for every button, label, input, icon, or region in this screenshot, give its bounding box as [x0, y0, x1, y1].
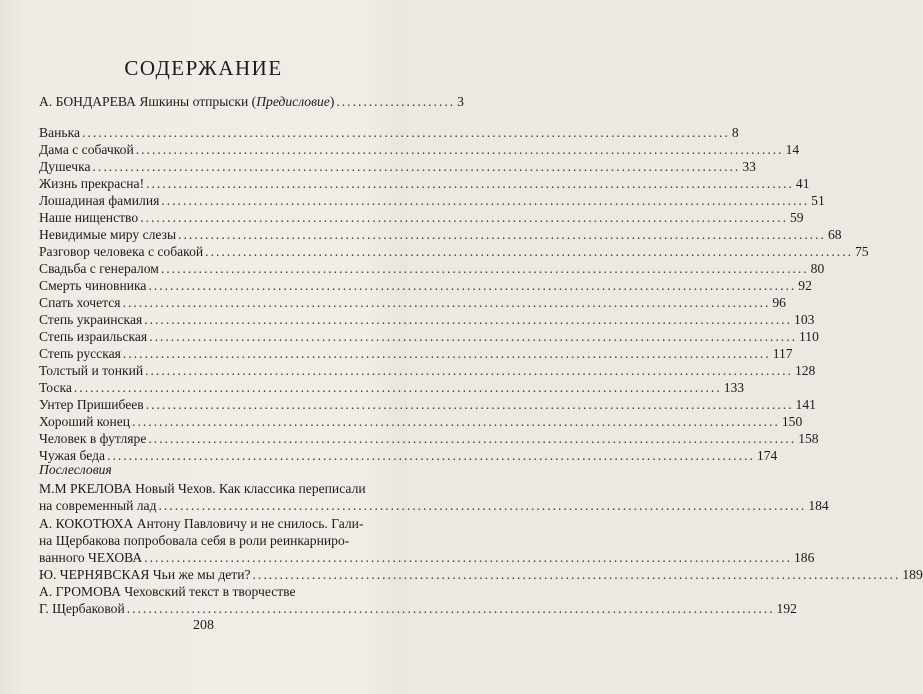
entry-title-cont: ванного ЧЕХОВА — [39, 550, 143, 565]
entry-title: Смерть чиновника — [39, 278, 147, 293]
toc-entry-preface: А. БОНДАРЕВА Яшкины отпрыски (Предисловие) ...................... 3 — [39, 94, 464, 109]
entry-title-cont: Г. Щербаковой — [39, 601, 125, 616]
leader-dots: ........................................................................................................................ — [178, 227, 826, 242]
toc-entry — [39, 260, 825, 277]
page-number: 3 — [457, 94, 464, 109]
leader-dots: ........................................................................................................................ — [144, 550, 792, 565]
page-number: 189 — [902, 567, 923, 582]
leader-dots: ........................................................................................................................ — [135, 142, 784, 157]
leader-dots: ........................................................................................................................ — [205, 244, 853, 259]
entry-title: Унтер Пришибеев — [39, 397, 144, 412]
page-number: 8 — [731, 125, 739, 140]
page-number: 192 — [776, 601, 797, 616]
page-number: 103 — [794, 312, 815, 327]
page-number: 68 — [827, 227, 842, 242]
page-number: 133 — [723, 380, 745, 395]
afterword-entry — [39, 480, 829, 514]
entry-title: Невидимые миру слезы — [39, 227, 177, 242]
page-number: 92 — [798, 278, 812, 293]
entry-title-cont: на современный лад — [39, 498, 157, 513]
entry-title: Душечка — [39, 159, 91, 174]
afterword-entry — [39, 515, 815, 566]
entry-title: Разговор человека с собакой — [39, 244, 204, 259]
entry-title: Лошадиная фамилия — [39, 193, 160, 208]
entry-title: Степь украинская — [39, 312, 143, 327]
preface-note: Предисловие — [256, 94, 330, 109]
entry-title: Наше нищенство — [39, 210, 139, 225]
page-number: 59 — [790, 210, 804, 225]
leader-dots: ........................................................................................................................ — [73, 380, 722, 395]
leader-dots: ........................................................................................................................ — [149, 329, 797, 344]
toc-entry — [39, 175, 810, 192]
entry-title: Дама с собачкой — [39, 142, 134, 157]
page-number: 150 — [781, 414, 803, 429]
leader-dots: ........................................................................................................................ — [158, 498, 807, 513]
leader-dots: ...................... — [336, 94, 456, 109]
page-number: 184 — [808, 498, 829, 513]
toc-entry — [39, 243, 869, 260]
page-number: 117 — [772, 346, 793, 361]
leader-dots: ........................................................................................................................ — [132, 414, 780, 429]
leader-dots: ........................................................................................................................ — [82, 125, 730, 140]
page-number: 141 — [795, 397, 816, 412]
leader-dots: ........................................................................................................................ — [126, 601, 775, 616]
toc-entry — [39, 345, 793, 362]
section-heading-afterwords: Послесловия — [39, 462, 112, 477]
page-number: 128 — [794, 363, 816, 378]
leader-dots: ........................................................................................................................ — [146, 176, 794, 191]
toc-entry — [39, 294, 786, 311]
entry-title: Толстый и тонкий — [39, 363, 144, 378]
leader-dots: ........................................................................................................................ — [252, 567, 901, 582]
entry-title: Хороший конец — [39, 414, 131, 429]
page-number: 51 — [811, 193, 825, 208]
page-title: СОДЕРЖАНИЕ — [124, 56, 283, 80]
leader-dots: ........................................................................................................................ — [144, 312, 793, 327]
entry-title: М.М РКЕЛОВА Новый Чехов. Как классика переписали — [39, 481, 366, 496]
toc-entry — [39, 311, 815, 328]
toc-entry — [39, 141, 800, 158]
leader-dots: ........................................................................................................................ — [92, 159, 741, 174]
toc-entry — [39, 124, 739, 141]
page-number: 174 — [756, 448, 778, 463]
toc-entry — [39, 379, 745, 396]
leader-dots: ........................................................................................................................ — [122, 346, 771, 361]
toc-entry — [39, 192, 825, 209]
toc-entry — [39, 328, 819, 345]
entry-title: Чужая беда — [39, 448, 106, 463]
toc-entry — [39, 430, 819, 447]
entry-title: Ю. ЧЕРНЯВСКАЯ Чьи же мы дети? — [39, 567, 251, 582]
leader-dots: ........................................................................................................................ — [145, 397, 794, 412]
page-number: 186 — [793, 550, 815, 565]
page-number: 96 — [772, 295, 786, 310]
preface-text: Яшкины отпрыски — [139, 94, 249, 109]
leader-dots: ........................................................................................................................ — [148, 278, 797, 293]
entry-title: А. КОКОТЮХА Антону Павловичу и не снилось. Гали- — [39, 516, 364, 531]
page-folio-number: 208 — [193, 618, 214, 633]
entry-title: Степь русская — [39, 346, 121, 361]
toc-entry — [39, 277, 812, 294]
page-number: 80 — [810, 261, 825, 276]
toc-entry — [39, 396, 816, 413]
entry-title: Жизнь прекрасна! — [39, 176, 145, 191]
page-number: 33 — [742, 159, 756, 174]
toc-entry — [39, 226, 842, 243]
afterword-entry — [39, 583, 797, 617]
leader-dots: ........................................................................................................................ — [161, 193, 810, 208]
leader-dots: ........................................................................................................................ — [160, 261, 809, 276]
page-number: 158 — [798, 431, 819, 446]
entry-title-cont: на Щербакова попробовала себя в роли реинкарниро- — [39, 533, 350, 548]
entry-title: Ванька — [39, 125, 81, 140]
page-number: 14 — [785, 142, 800, 157]
toc-entry — [39, 209, 804, 226]
leader-dots: ........................................................................................................................ — [107, 448, 755, 463]
entry-title: А. ГРОМОВА Чеховский текст в творчестве — [39, 584, 296, 599]
toc-entry — [39, 413, 803, 430]
entry-title: Спать хочется — [39, 295, 121, 310]
entry-title: Тоска — [39, 380, 72, 395]
page-number: 41 — [795, 176, 810, 191]
leader-dots: ........................................................................................................................ — [145, 363, 793, 378]
entry-title: Степь израильская — [39, 329, 148, 344]
page-number: 110 — [799, 329, 819, 344]
toc-entry — [39, 158, 756, 175]
entry-title: Человек в футляре — [39, 431, 147, 446]
leader-dots: ........................................................................................................................ — [140, 210, 788, 225]
page-number: 75 — [854, 244, 869, 259]
preface-author: А. БОНДАРЕВА — [39, 94, 136, 109]
leader-dots: ........................................................................................................................ — [122, 295, 771, 310]
entry-title: Свадьба с генералом — [39, 261, 159, 276]
afterword-entry — [39, 566, 923, 583]
toc-entry — [39, 362, 816, 379]
leader-dots: ........................................................................................................................ — [148, 431, 797, 446]
